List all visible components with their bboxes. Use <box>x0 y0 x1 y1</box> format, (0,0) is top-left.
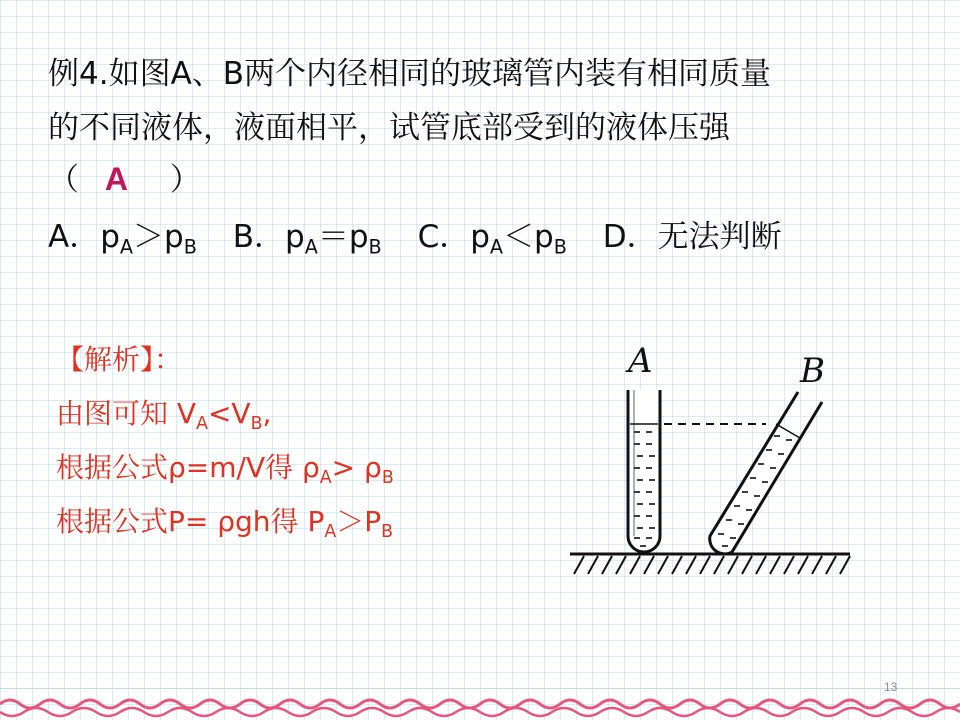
footer-divider <box>0 688 960 689</box>
question-line-1: 例4.如图A、B两个内径相同的玻璃管内装有相同质量 <box>48 56 772 92</box>
label-b: B <box>800 351 825 391</box>
paren-open: （ <box>48 162 79 198</box>
answer-bracket <box>48 154 201 199</box>
decorative-wave-border <box>0 694 960 720</box>
analysis-heading: 【解析】： <box>56 343 183 376</box>
label-a: A <box>628 341 653 381</box>
option-b: B．$p_A=p_B$ <box>232 219 382 259</box>
option-a: A．$p_A>p_B$ <box>48 219 197 259</box>
option-c: C．$p_A<p_B$ <box>417 219 567 259</box>
question-line-2: 的不同液体，液面相平，试管底部受到的液体压强 <box>48 110 730 146</box>
option-d: D．无法判断 <box>602 219 782 255</box>
analysis-volume-line: 由图可知 $V_A<V_B$, <box>56 397 272 435</box>
paren-close: ） <box>169 162 201 198</box>
answer-letter: A <box>104 161 128 197</box>
tube-a <box>628 390 660 552</box>
analysis-pressure-line: 根据公式P= ρgh得 $P_A>P_B$ <box>56 505 394 543</box>
page-number: 13 <box>884 680 898 694</box>
tube-b <box>710 392 822 554</box>
ground-hatching <box>570 554 850 574</box>
options-row <box>48 211 782 259</box>
analysis-density-line: 根据公式ρ=m/V得 $\rho_A> \rho_B$ <box>56 451 394 489</box>
test-tube-diagram <box>560 330 860 580</box>
